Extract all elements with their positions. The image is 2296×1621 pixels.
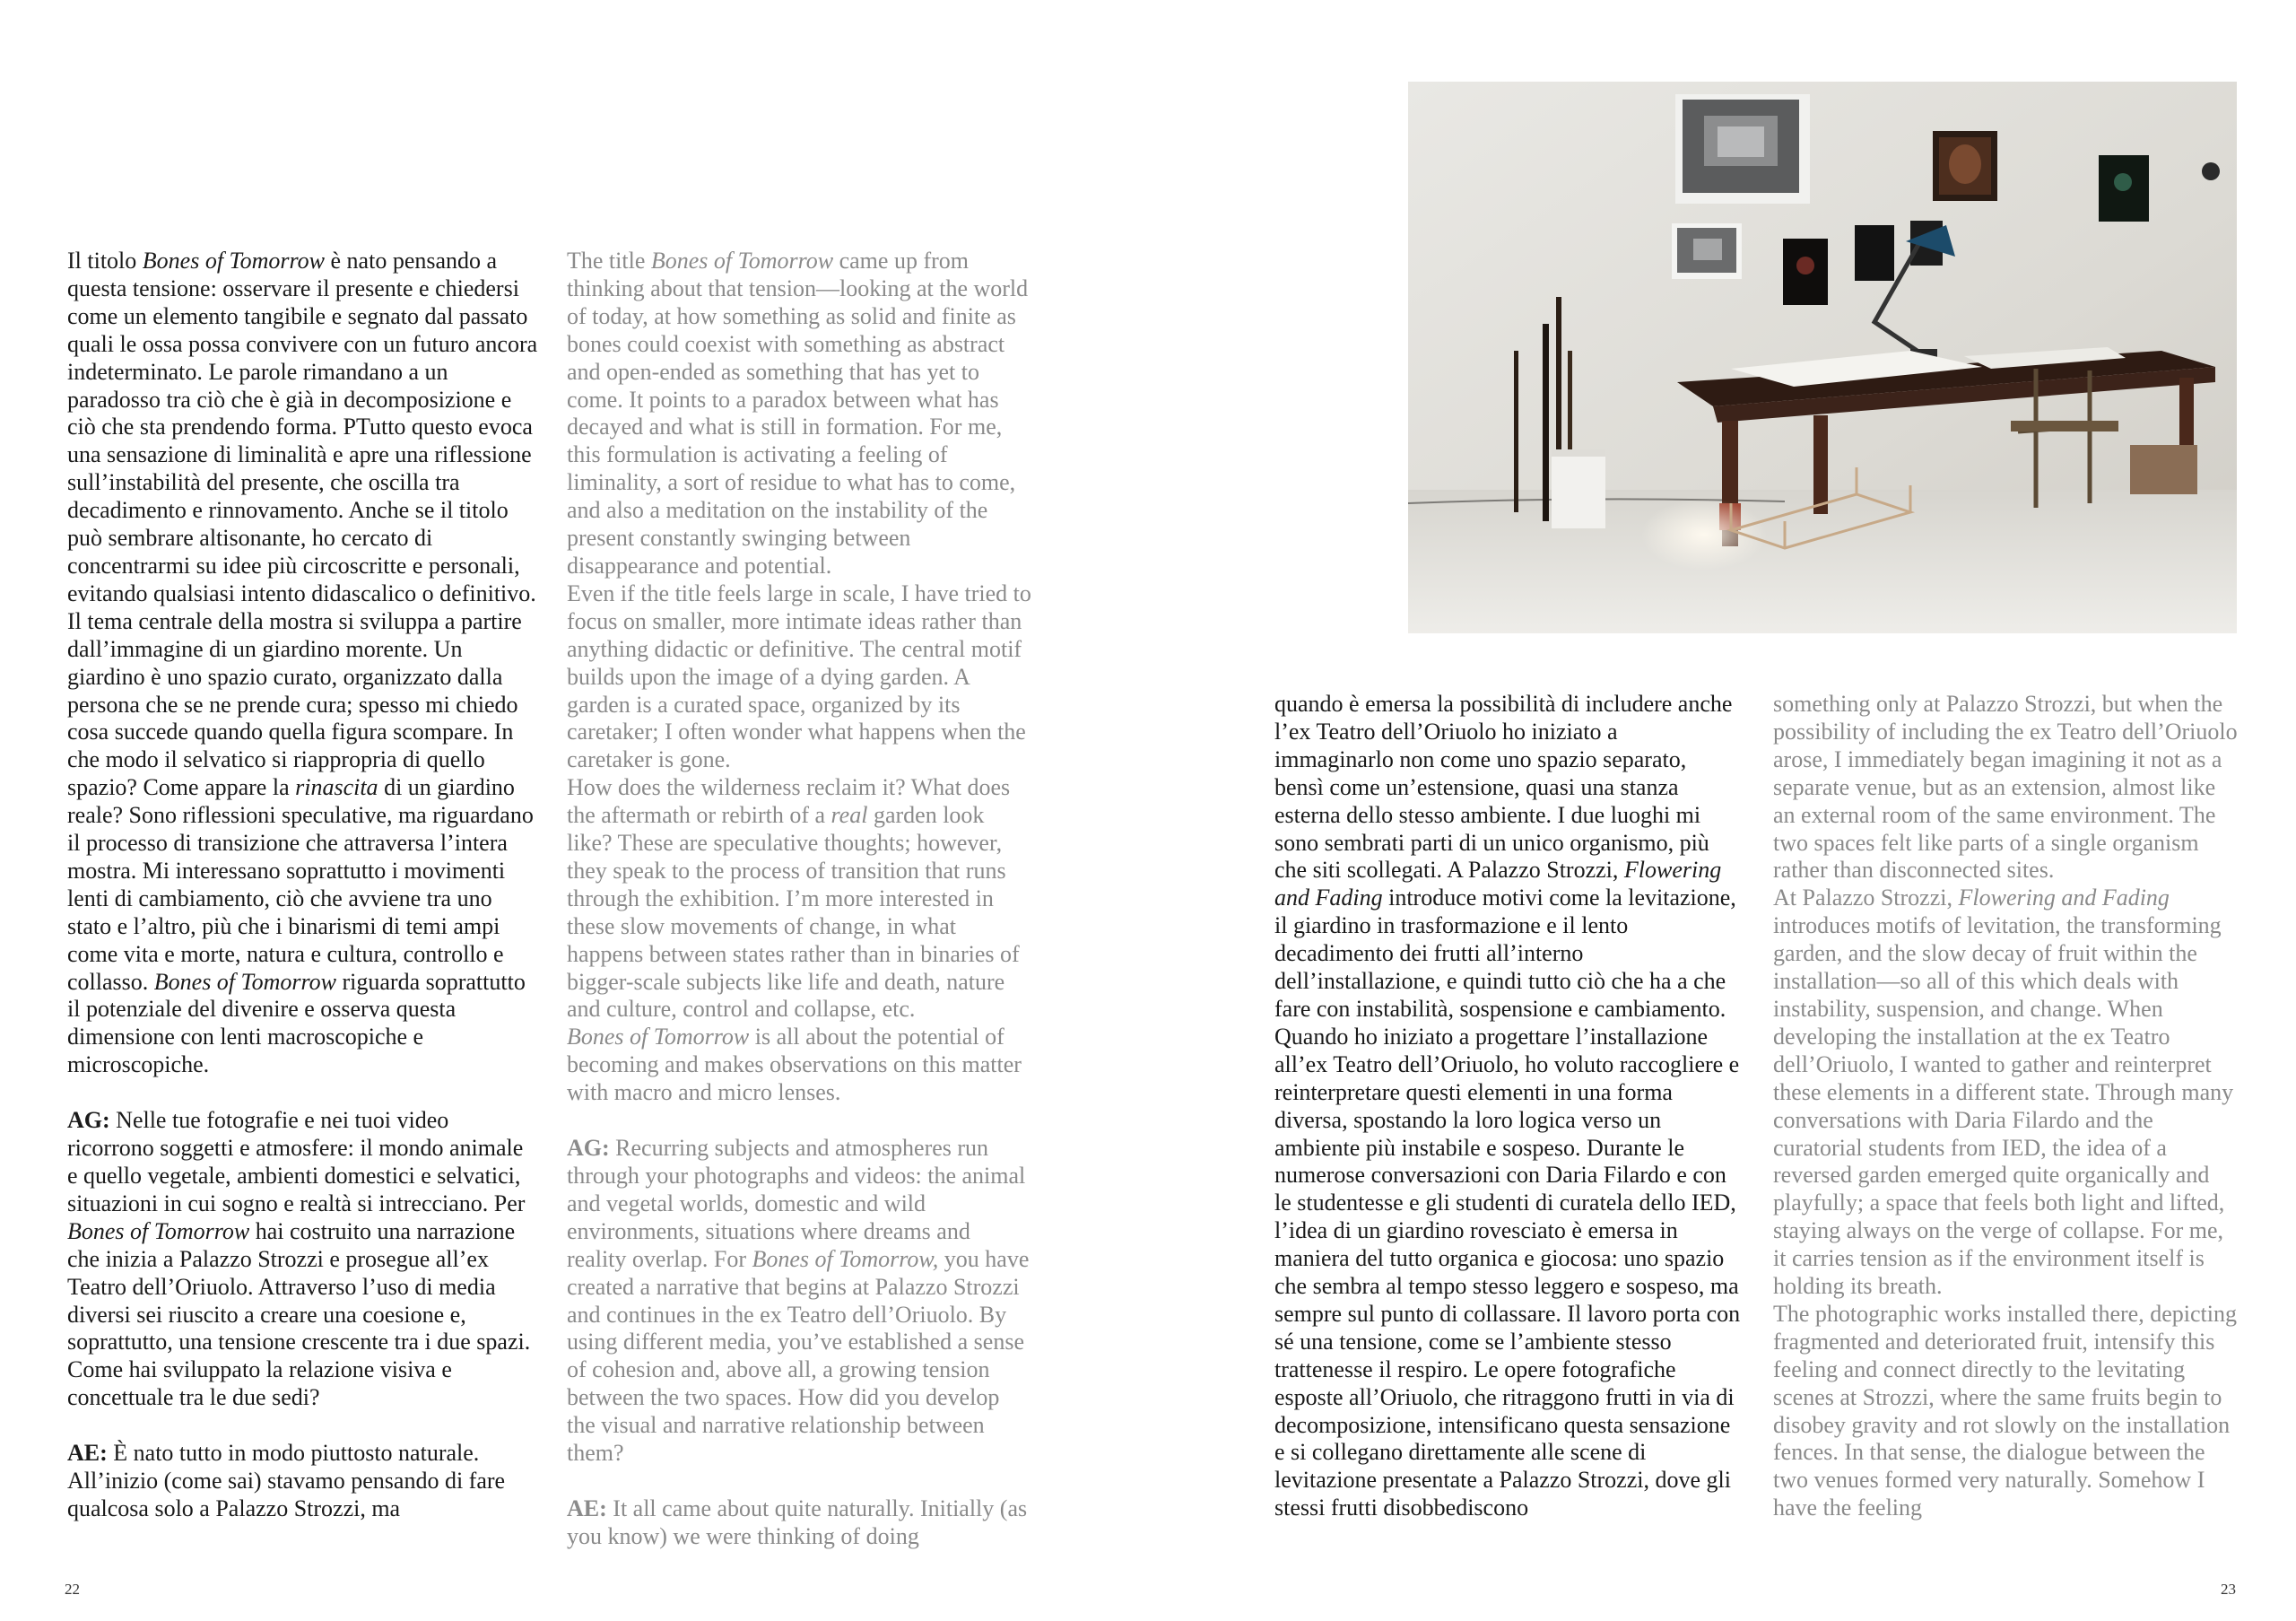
paragraph: something only at Palazzo Strozzi, but when the possibility of including the ex Teatro dell’Oriuolo arose, I immediately began imagining it not as a separate venue, but as an extension, almost like an external room of the same environment. The two spaces felt like parts of a single organism rather than disconnected sites. bbox=[1773, 691, 2238, 884]
paragraph: At Palazzo Strozzi, Flowering and Fading introduces motifs of levitation, the transforming garden, and the slow decay of fruit within the installation—so all of this which deals with instability, suspension, and change. When developing the installation at the ex Teatro dell’Oriuolo, I wanted to gather and reinterpret these elements in a different state. Through many conversations with Daria Filardo and the curatorial students from IED, the idea of a reversed garden emerged quite organically and playfully; a space that feels both light and lifted, staying always on the verge of collapse. For me, it carries tension as if the environment itself is holding its breath. bbox=[1773, 885, 2234, 1300]
page-number-left: 22 bbox=[65, 1581, 80, 1598]
question-paragraph: AG: Nelle tue fotografie e nei tuoi video ricorrono soggetti e atmosfere: il mondo animale e quello vegetale, ambienti domestici e selvatici, situazioni in cui sogno e realtà si intrecciano. Per Bones of Tomorrow hai costruito una narrazione che inizia a Palazzo Strozzi e prosegue all’ex Teatro dell’Oriuolo. Attraverso l’uso di media diversi sei riuscito a creare una coesione e, soprattutto, una tensione crescente tra i due spazi. Come hai sviluppato la relazione visiva e concettuale tra le due sedi? bbox=[67, 1107, 531, 1411]
paragraph: The title Bones of Tomorrow came up from thinking about that tension—looking at the world of today, at how something as solid and finite as bones could coexist with something as abstract and open-ended as something that has yet to come. It points to a paradox between what has decayed and what is still in formation. For me, this formulation is activating a feeling of liminality, a sort of residue to what has to come, and also a meditation on the instability of the present constantly swinging between disappearance and potential. bbox=[567, 248, 1029, 579]
paragraph: quando è emersa la possibilità di includere anche l’ex Teatro dell’Oriuolo ho iniziato a immaginarlo non come uno spazio separato, bensì come un’estensione, quasi una stanza esterna dello stesso ambiente. I due luoghi mi sono sembrati parti di un unico organismo, più che siti scollegati. A Palazzo Strozzi, Flowering and Fading introduce motivi come la levitazione, il giardino in trasformazione e il lento decadimento dei frutti all’interno dell’installazione, e quindi tutto ciò che ha a che fare con instabilità, sospensione e cambiamento. Quando ho iniziato a progettare l’installazione all’ex Teatro dell’Oriuolo, ho voluto raccogliere e reinterpretare questi elementi in una forma diversa, spostando la loro logica verso un ambiente più instabile e sospeso. Durante le numerose conversazioni con Daria Filardo e con le studentesse e gli studenti di curatela dello IED, l’idea di un giardino rovesciato è emersa in maniera del tutto organica e giocosa: uno spazio che sembra al tempo stesso leggero e sospeso, ma sempre sul punto di collassare. Il lavoro porta con sé una tensione, come se l’ambiente stesso trattenesse il respiro. Le opere fotografiche esposte all’Oriuolo, che ritraggono frutti in via di decomposizione, intensificano questa sensazione e si collegano direttamente alle scene di levitazione presentate a Palazzo Strozzi, dove gli stessi frutti disobbediscono bbox=[1274, 691, 1741, 1521]
page-number-right: 23 bbox=[2221, 1581, 2236, 1598]
paragraph: Bones of Tomorrow is all about the potential of becoming and makes observations on this matter with macro and micro lenses. bbox=[567, 1024, 1022, 1106]
right-english-column bbox=[1773, 691, 2239, 1522]
paragraph: Il titolo Bones of Tomorrow è nato pensando a questa tensione: osservare il presente e chiedersi come un elemento tangibile e segnato dal passato quali le ossa possa convivere con un futuro ancora indeterminato. Le parole rimandano a un paradosso tra ciò che è già in decomposizione e ciò che sta prendendo forma. PTutto questo evoca una sensazione di liminalità e apre una riflessione sull’instabilità del presente, che oscilla tra decadimento e rinnovamento. Anche se il titolo può sembrare altisonante, ho cercato di concentrarmi su idee più circoscritte e personali, evitando qualsiasi intento didascalico o definitivo. Il tema centrale della mostra si sviluppa a partire dall’immagine di un giardino morente. Un giardino è uno spazio curato, organizzato dalla persona che se ne prende cura; spesso mi chiedo cosa succede quando quella figura scompare. In che modo il selvatico si riappropria di quello spazio? Come appare la rinascita di un giardino reale? Sono riflessioni speculative, ma riguardano il processo di transizione che attraversa l’intera mostra. Mi interessano soprattutto i movimenti lenti di cambiamento, ciò che avviene tra uno stato e l’altro, più che i binarismi di temi ampi come vita e morte, natura e cultura, controllo e collasso. Bones of Tomorrow riguarda soprattutto il potenziale del divenire e osserva questa dimensione con lenti macroscopiche e microscopiche. bbox=[67, 248, 538, 1078]
answer-paragraph: AE: È nato tutto in modo piuttosto naturale. All’inizio (come sai) stavamo pensando di fare qualcosa solo a Palazzo Strozzi, ma bbox=[67, 1440, 506, 1521]
left-english-column bbox=[567, 248, 1033, 1551]
left-italian-column bbox=[67, 248, 538, 1523]
paragraph: The photographic works installed there, depicting fragmented and deteriorated fruit, intensify this feeling and connect directly to the levitating scenes at Strozzi, where the same fruits begin to disobey gravity and rot slowly on the installation fences. In that sense, the dialogue between the two venues formed very naturally. Somehow I have the feeling bbox=[1773, 1300, 2237, 1521]
answer-paragraph: AE: It all came about quite naturally. Initially (as you know) we were thinking of doing bbox=[567, 1495, 1028, 1549]
paragraph: How does the wilderness reclaim it? What does the aftermath or rebirth of a real garden look like? These are speculative thoughts; however, they speak to the process of transition that runs through the exhibition. I’m more interested in these slow movements of change, in what happens between states rather than in binaries of bigger-scale subjects like life and death, nature and culture, control and collapse, etc. bbox=[567, 774, 1020, 1023]
studio-desk-photo bbox=[1408, 82, 2237, 633]
right-italian-column bbox=[1274, 691, 1741, 1522]
question-paragraph: AG: Recurring subjects and atmospheres run through your photographs and videos: the animal and vegetal worlds, domestic and wild environments, situations where dreams and reality overlap. For Bones of Tomorrow, you have created a narrative that begins at Palazzo Strozzi and continues in the ex Teatro dell’Oriuolo. By using different media, you’ve established a sense of cohesion and, above all, a growing tension between the two spaces. How did you develop the visual and narrative relationship between them? bbox=[567, 1135, 1030, 1467]
paragraph: Even if the title feels large in scale, I have tried to focus on smaller, more intimate ideas rather than anything didactic or definitive. The central motif builds upon the image of a dying garden. A garden is a curated space, organized by its caretaker; I often wonder what happens when the caretaker is gone. bbox=[567, 580, 1031, 773]
